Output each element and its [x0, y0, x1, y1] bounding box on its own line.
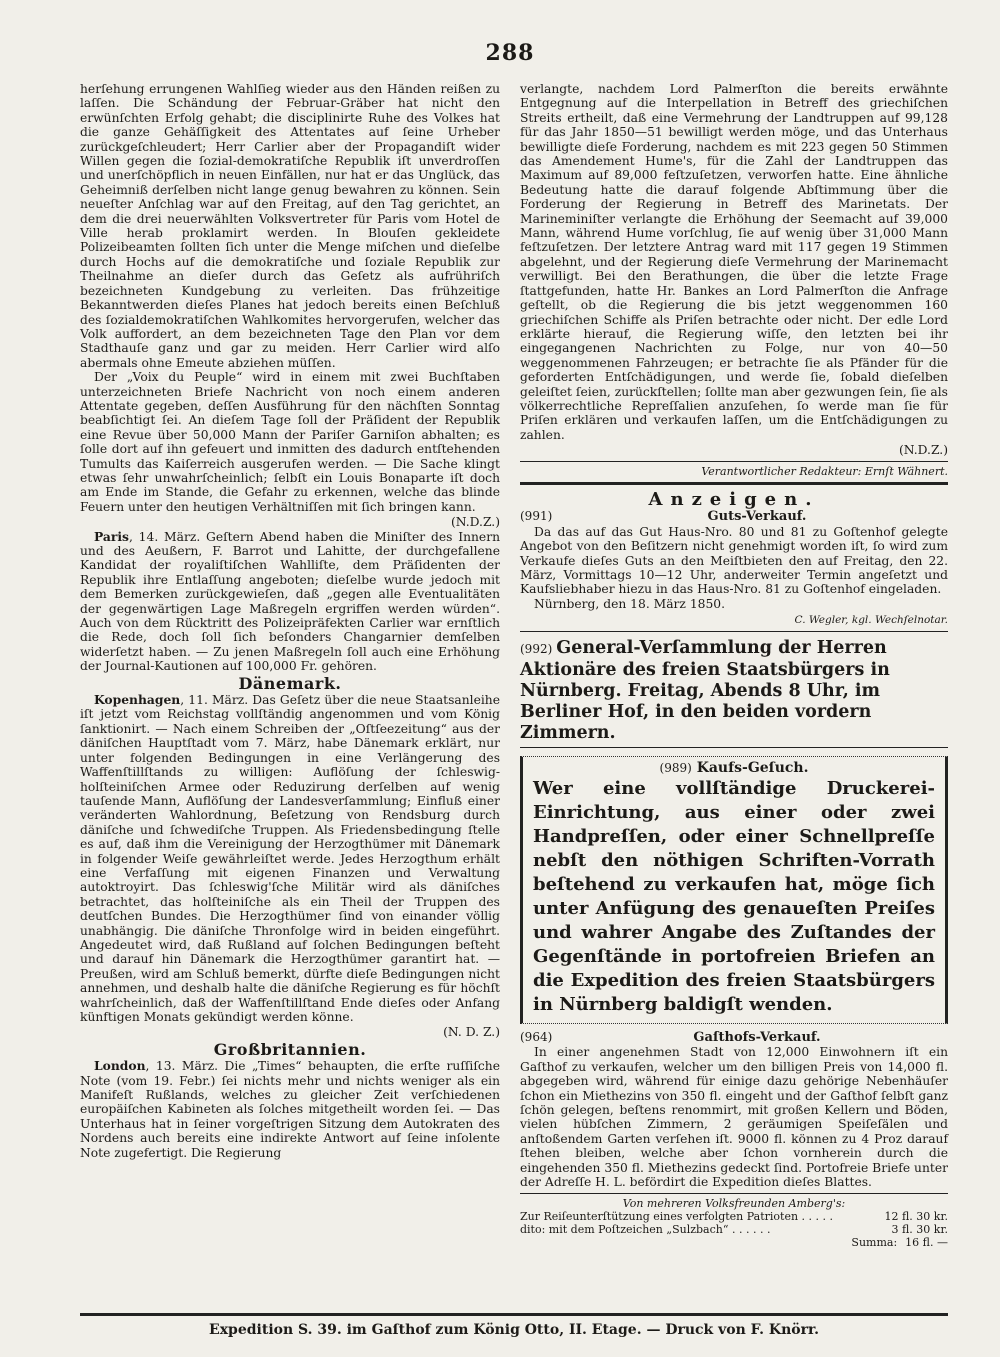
divider: [520, 461, 948, 462]
dateline-paris: [80, 530, 500, 674]
divider: [520, 747, 948, 748]
divider: [520, 631, 948, 632]
ad-text: In einer angenehmen Stadt von 12,000 Einwohnern iſt ein Gaſthof zu verkaufen, welcher um den billigen Preis von 14,000 fl. abgegeben wird, während für einige dazu gehörige Nebenhäuſer ſchon ein Miethezins von 350 fl. eingeht und der Gaſthof ſelbſt ganz ſchön gelegen, beſtens renommirt, mit großen Kellern und Böden, vielen hübſchen Zimmern, 2 geräumigen Speiſeſälen und anſtoßendem Garten verſehen iſt. 9000 fl. können zu 4 Proz darauf ſtehen bleiben, welche aber ſchon vornherein durch die eingehenden 350 fl. Miethezins gedeckt ſind. Portofreie Briefe unter der Adreſſe H. L. befördirt die Expedition dieſes Blattes.: [520, 1045, 948, 1190]
ad-number: (964): [520, 1030, 553, 1045]
ad-number: (989): [659, 760, 692, 775]
dateline-london: [80, 1059, 500, 1160]
ad-header: [533, 761, 935, 775]
donation-row: [520, 1210, 948, 1223]
source-reference: (N. D. Z.): [443, 1025, 500, 1040]
ad-text: General-Verſammlung der Herren Aktionäre des freien Staatsbürgers in Nürnberg. Freitag, Abends 8 Uhr, im Berliner Hof, in den beiden vordern Zimmern.: [520, 637, 890, 743]
article-paragraph: Der „Voix du Peuple“ wird in einem mit zwei Buchſtaben unterzeichneten Briefe Nachricht von noch einem anderen Attentate gegeben, deſſen Ausführung für den nächſten Sonntag beabſichtigt ſei. An dieſem Tage ſoll der Präſident der Republik eine Revue über 50,000 Mann der Pariſer Garniſon abhalten; es ſolle dort auf ihn gefeuert und inmitten des dadurch entſtehenden Tumults das Kaiſerreich ausgerufen werden. — Die Sache klingt etwas ſehr unwahrſcheinlich; ſelbſt ein Louis Bonaparte iſt doch am Ende im Stande, die Gefahr zu erkennen, welche das blinde Feuern unter den heutigen Verhältniſſen mit ſich bringen kann.: [80, 370, 500, 514]
ad-text: Da das auf das Gut Haus-Nro. 80 und 81 zu Goſtenhof gelegte Angebot von den Beſitzern nicht genehmigt worden iſt, ſo wird zum Verkaufe dieſes Guts an den Meiſtbieten den auf Freitag, den 22. März, Vormittags 10—12 Uhr, anderweiter Termin angeſetzt und Kaufsliebhaber hiezu in das Haus-Nro. 81 zu Goſtenhof eingeladen.: [520, 524, 948, 597]
ad-header: [520, 1030, 948, 1045]
article-text: , 11. März. Das Geſetz über die neue Staatsanleihe iſt jetzt vom Reichstag vollſtändig angenommen und vom König ſanktionirt. — Nach einem Schreiben der „Oſtſeezeitung“ aus der däniſchen Hauptſtadt vom 7. März, habe Dänemark erklärt, nur unter folgenden Bedingungen in eine Verlängerung des Waffenſtillſtands zu willigen: Auflöſung der ſchleswig-holſteiniſchen Armee oder Reduzirung derſelben auf wenig tauſende Mann, Auflöſung der Landesverſammlung; Einfluß einer veränderten Wahlordnung, Beſetzung von Rendsburg durch däniſche und ſchwediſche Truppen. Als Friedensbedingung ſtelle es auf, daß ihm die Vereinigung der Herzogthümer mit Dänemark in folgender Weiſe gewährleiſtet werde. Jedes Herzogthum erhält eine Verfaſſung mit eigenen Finanzen und Verwaltung autoktroyirt. Das ſchleswig'ſche Militär wird als däniſches betrachtet, das holſteiniſche als ein Theil der Truppen des deutſchen Bundes. Die Herzogthümer ſind von einander völlig unabhängig. Die däniſche Thronfolge wird in beiden eingeführt. Angedeutet wird, daß Rußland auf ſolchen Bedingungen beſteht und darauf hin Dänemark die Herzogthümer garantirt hat. — Preußen, wird am Schluß bemerkt, dürfte dieſe Bedingungen nicht annehmen, und deshalb halte die däniſche Regierung es für höchſt wahrſcheinlich, daß der Waffenſtillſtand Ende dieſes oder Anfang künftigen Monats gekündigt werden könne.: [80, 693, 500, 1024]
ad-box-purchase: [520, 756, 948, 1024]
donation-sum-label: Summa:: [851, 1235, 898, 1249]
ad-title: Kaufs-Geſuch.: [696, 759, 809, 776]
ad-general-assembly: [520, 638, 948, 744]
divider: [520, 482, 948, 485]
left-column: [80, 82, 500, 1160]
article-paragraph: herſehung errungenen Wahlſieg wieder aus den Händen reißen zu laſſen. Die Schändung der Februar-Gräber hat nicht den erwünſchten Erfolg gehabt; die disciplinirte Ruhe des Volkes hat die ganze Gehäſſigkeit des Attentates auf ſeine Urheber zurückgeſchleudert; Herr Carlier aber der Propagandiſt wider Willen gegen die ſozial-demokratiſche Republik iſt unverdroſſen und unerſchöpflich in neuen Einfällen, nur hat er das Unglück, das Geheimniß derſelben nicht lange genug bewahren zu können. Sein neueſter Anſchlag war auf den Freitag, auf den Tag gerichtet, an dem die drei neuerwählten Volksvertreter für Paris vom Hotel de Ville herab proklamirt werden. In Blouſen gekleidete Polizeibeamten ſollten ſich unter die Menge miſchen und dieſelbe durch Hochs auf die demokratiſche und ſoziale Republik zur Theilnahme an dieſer durch das Geſetz als aufrühriſch bezeichneten Kundgebung zu verleiten. Das frühzeitige Bekanntwerden dieſes Planes hat jedoch bereits einen Beſchluß des ſozialdemokratiſchen Wahlkomites hervorgerufen, welcher das Volk auffordert, an dem bezeichneten Tage den Plan vor dem Stadthauſe ganz und gar zu meiden. Herr Carlier wird alſo abermals ohne Emeute abziehen müſſen.: [80, 82, 500, 370]
donation-value: 3 fl. 30 kr.: [891, 1222, 948, 1236]
dateline-kopenhagen: [80, 693, 500, 1024]
ad-number: (991): [520, 509, 553, 524]
article-text: , 14. März. Geſtern Abend haben die Miniſter des Innern und des Aeußern, F. Barrot und Lahitte, der durchgefallene Kandidat der royaliſtiſchen Wahlliſte, dem Präſidenten der Republik ihre Entlaſſung angeboten; dieſelbe wurde jedoch mit dem Bemerken zurückgewieſen, daß „gegen alle Eventualitäten der gegenwärtigen Lage Maßregeln ergriffen werden würden“. Auch von dem Rücktritt des Polizeipräfekten Carlier war ernſtlich die Rede, doch ſoll ſich beſonders Changarnier demſelben widerſetzt haben. — Zu jenen Maßregeln ſoll auch eine Erhöhung der Journal-Kautionen auf 100,000 Fr. gehören.: [80, 529, 500, 674]
ad-title: Guts-Verkauf.: [707, 509, 807, 525]
article-paragraph: verlangte, nachdem Lord Palmerſton die bereits erwähnte Entgegnung auf die Interpellation in Betreff des griechiſchen Streits ertheilt, daß eine Vermehrung der Landtruppen auf 99,128 für das Jahr 1850—51 bewilligt werden möge, und das Unterhaus bewilligte dieſe Forderung, nachdem es mit 223 gegen 50 Stimmen das Amendement Hume's, für die Zahl der Landtruppen das Maximum auf 89,000 feſtzuſetzen, verworfen hatte. Eine ähnliche Bedeutung hatte die darauf folgende Abſtimmung über die Forderung der Regierung in Betreff des Marinetats. Der Marineminiſter verlangte die Erhöhung der Seemacht auf 39,000 Mann, während Hume vorſchlug, ſie auf wenig über 31,000 Mann feſtzuſetzen. Der letztere Antrag ward mit 117 gegen 19 Stimmen abgelehnt, und der Regierung dieſe Vermehrung der Marinemacht verwilligt. Bei den Berathungen, die über die letzte Frage ſtattgefunden, hatte Hr. Bankes an Lord Palmerſton die Anfrage geſtellt, ob die Regierung die bis jetzt weggenommen 160 griechiſchen Schiffe als Priſen betrachte oder nicht. Der edle Lord erklärte hierauf, die Regierung wiſſe, den letzten bei ihr eingegangenen Nachrichten zu Folge, nur von 40—50 weggenommenen Fahrzeugen; er betrachte ſie als Pfänder für die geforderten Entſchädigungen, und werde ſie, ſobald dieſelben geleiſtet ſeien, zurückſtellen; ſollte man aber gezwungen ſein, ſie als völkerrechtliche Repreſſalien anzuſehen, ſo werde man ſie für Priſen erklären und verkaufen laſſen, um die Entſchädigungen zu zahlen.: [520, 82, 948, 442]
section-heading-gb: Großbritannien.: [213, 1039, 367, 1059]
divider: [520, 1193, 948, 1194]
donation-row: [520, 1223, 948, 1236]
right-column: [520, 82, 948, 1249]
donation-value: 12 fl. 30 kr.: [884, 1209, 948, 1223]
place-name: London: [94, 1058, 146, 1074]
responsible-editor: Verantwortlicher Redakteur: Ernſt Wähnert.: [701, 464, 948, 478]
article-text: , 13. März. Die „Times“ behaupten, die erſte ruſſiſche Note (vom 19. Febr.) ſei nichts mehr und nichts weniger als ein Manifeſt Rußlands, welches zu gleicher Zeit verſchiedenen europäiſchen Kabineten als ſolches mitgetheilt worden ſei. — Das Unterhaus hat in ſeiner vorgeſtrigen Sitzung dem Autokraten des Nordens auch bereits eine indirekte Antwort auf ſeine inſolente Note zugefertigt. Die Regierung: [80, 1059, 500, 1160]
section-heading-denmark: Dänemark.: [238, 673, 342, 693]
place-name: Kopenhagen: [94, 692, 181, 708]
ad-text: Wer eine vollſtändige Druckerei-Einrichtung, aus einer oder zwei Handpreſſen, oder einer Schnellpreſſe nebſt den nöthigen Schriften-Vorrath beſtehend zu verkaufen hat, möge ſich unter Anfügung des genaueſten Preiſes und wahrer Angabe des Zuſtandes der Gegenſtände in portofreien Briefen an die Expedition des freien Staatsbürgers in Nürnberg baldigſt wenden.: [533, 778, 935, 1016]
donation-list: [520, 1197, 948, 1249]
ad-signature: C. Wegler, kgl. Wechſelnotar.: [794, 614, 948, 627]
donation-sum-row: [520, 1236, 948, 1249]
ad-title: Gaſthofs-Verkauf.: [693, 1030, 821, 1046]
page-number: 288: [485, 40, 535, 66]
donation-sum: 16 fl. —: [905, 1235, 948, 1249]
donation-label: Zur Reiſeunterſtützung eines verfolgten Patrioten . . . . .: [520, 1209, 834, 1223]
source-reference: (N.D.Z.): [450, 515, 500, 530]
ad-date: Nürnberg, den 18. März 1850.: [534, 596, 726, 611]
footer-imprint: Expedition S. 39. im Gaſthof zum König Otto, II. Etage. — Druck von F. Knörr.: [80, 1313, 948, 1338]
ad-header: [520, 509, 948, 524]
source-reference: (N.D.Z.): [898, 443, 948, 458]
donation-title: Von mehreren Volksfreunden Amberg's:: [622, 1196, 846, 1210]
place-name: Paris: [94, 528, 129, 544]
ads-heading: Anzeigen.: [648, 488, 820, 510]
ad-number: (992): [520, 641, 553, 656]
donation-label: dito: mit dem Poſtzeichen „Sulzbach“ . . . . . .: [520, 1222, 771, 1236]
